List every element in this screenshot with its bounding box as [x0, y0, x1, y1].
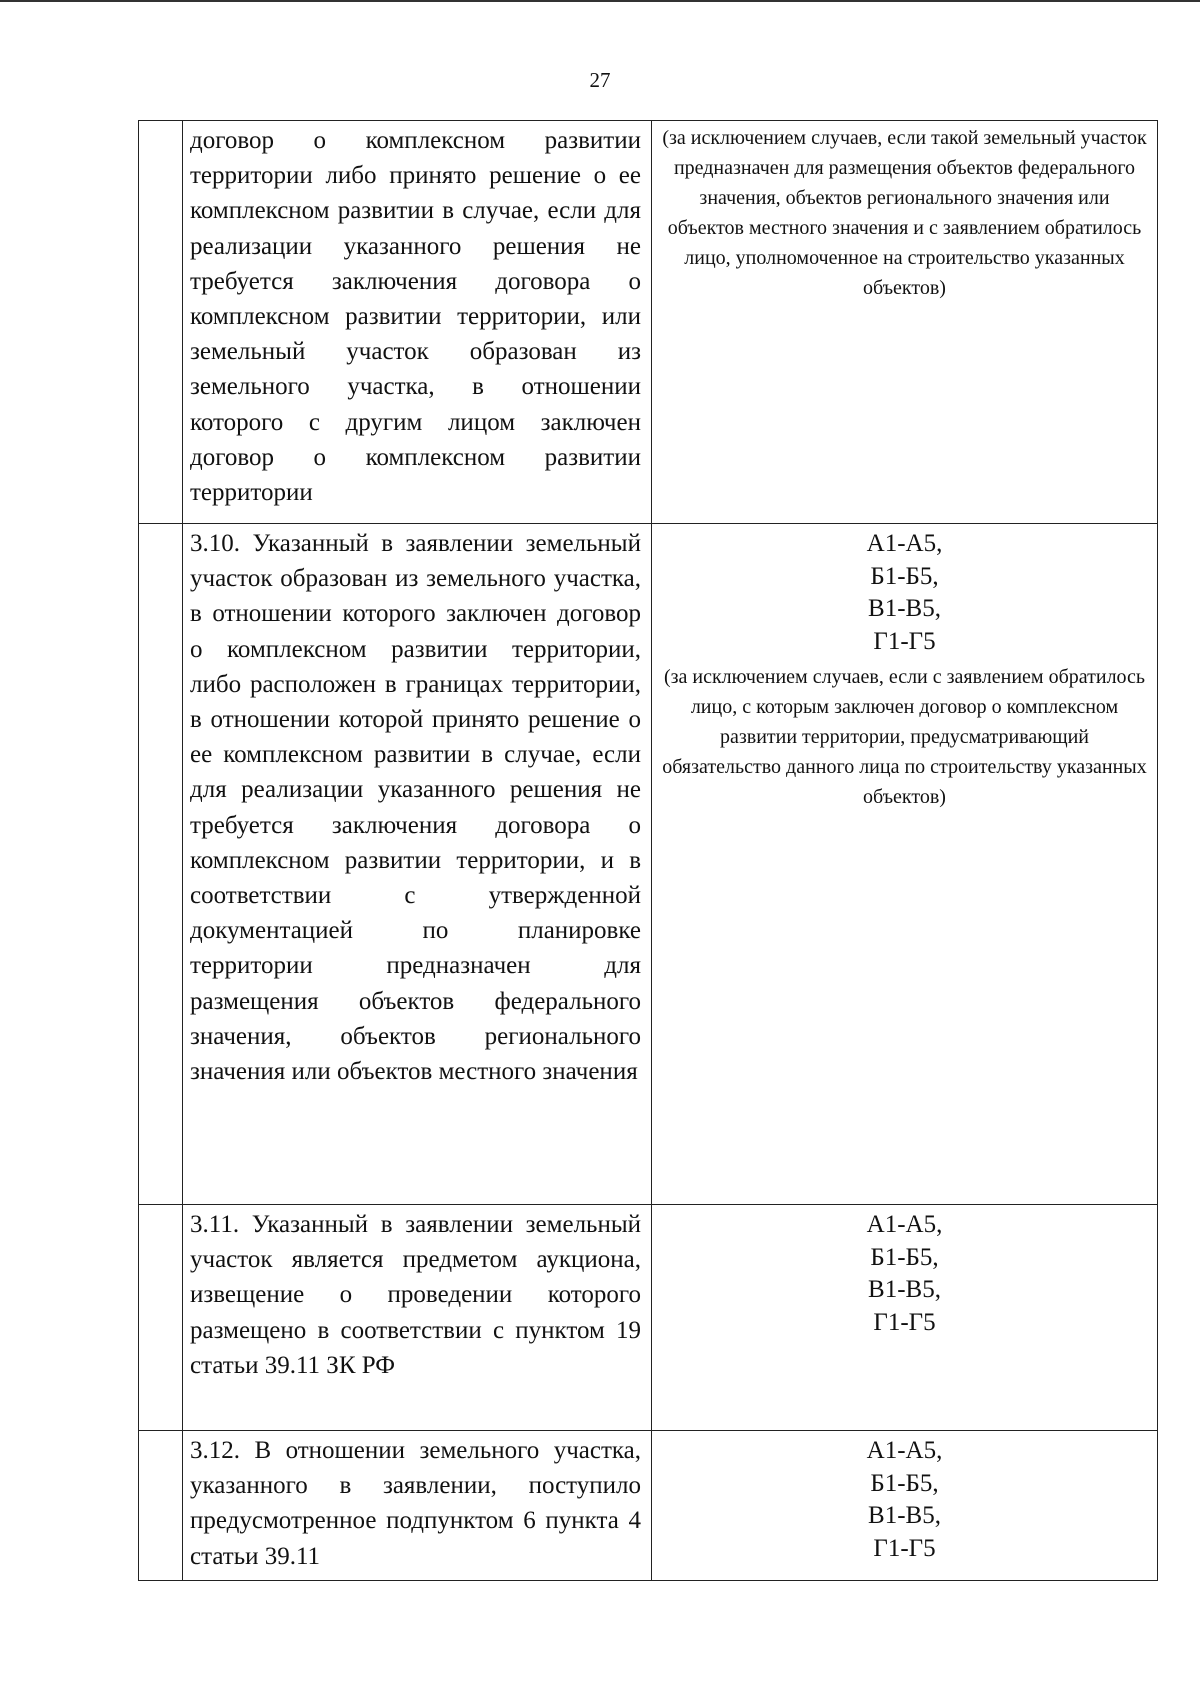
number-cell — [139, 1205, 183, 1431]
exception-note: (за исключением случаев, если такой земельный участок предназначен для размещения объектов федерального значения, объектов регионального значения или объектов местного значения и с заявлением обратилось лицо, уполномоченное на строительство указанных объектов) — [662, 127, 1147, 299]
code-item: Г1-Г5 — [873, 627, 936, 655]
condition-cell — [183, 524, 652, 1205]
codes-cell — [652, 524, 1158, 1205]
codes-list — [652, 1431, 1157, 1565]
number-cell — [139, 524, 183, 1205]
codes-cell — [652, 121, 1158, 524]
condition-text: 3.12. В отношении земельного участка, указанного в заявлении, поступило предусмотренное подпунктом 6 пункта 4 статьи 39.11 — [190, 1437, 641, 1570]
code-item: Б1-Б5, — [870, 1243, 939, 1271]
condition-text: 3.10. Указанный в заявлении земельный участок образован из земельного участка, в отношении которого заключен договор о комплексном развитии территории, либо расположен в границах территории, в отношении которой принято решение о ее комплексном развитии в случае, если для реализации указанного решения не требуется заключения договора о комплексном развитии территории, и в соответствии с утвержденной документацией по планировке территории предназначен для размещения объектов федерального значения, объектов регионального значения или объектов местного значения — [190, 530, 641, 1086]
code-item: А1-А5, — [866, 1437, 943, 1464]
code-item: Г1-Г5 — [873, 1534, 936, 1562]
page-number: 27 — [589, 68, 611, 92]
condition-text: договор о комплексном развитии территории либо принято решение о ее комплексном развитии в случае, если для реализации указанного решения не требуется заключения договора о комплексном развитии территории, или земельный участок образован из земельного участка, в отношении которого с другим лицом заключен договор о комплексном развитии территории — [190, 127, 641, 507]
code-item: Б1-Б5, — [870, 1469, 939, 1497]
code-item: Г1-Г5 — [873, 1308, 936, 1336]
code-item: А1-А5, — [866, 530, 943, 557]
code-item: В1-В5, — [868, 595, 941, 622]
table-row — [139, 1431, 1158, 1581]
exception-note: (за исключением случаев, если с заявлением обратилось лицо, с которым заключен договор о комплексном развитии территории, предусматривающий обязательство данного лица по строительству указанных объектов) — [662, 666, 1147, 808]
table-row — [139, 1205, 1158, 1431]
table-row — [139, 121, 1158, 524]
condition-cell — [183, 1205, 652, 1431]
codes-cell — [652, 1205, 1158, 1431]
number-cell — [139, 121, 183, 524]
code-item: В1-В5, — [868, 1276, 941, 1303]
code-item: В1-В5, — [868, 1502, 941, 1529]
document-table — [138, 120, 1158, 1581]
codes-cell — [652, 1431, 1158, 1581]
table-row — [139, 524, 1158, 1205]
condition-text: 3.11. Указанный в заявлении земельный участок является предметом аукциона, извещение о проведении которого размещено в соответствии с пунктом 19 статьи 39.11 ЗК РФ — [190, 1211, 641, 1379]
scan-edge — [0, 0, 1200, 2]
codes-list — [652, 524, 1157, 658]
code-item: А1-А5, — [866, 1211, 943, 1238]
condition-cell — [183, 121, 652, 524]
number-cell — [139, 1431, 183, 1581]
condition-cell — [183, 1431, 652, 1581]
code-item: Б1-Б5, — [870, 562, 939, 590]
codes-list — [652, 1205, 1157, 1339]
